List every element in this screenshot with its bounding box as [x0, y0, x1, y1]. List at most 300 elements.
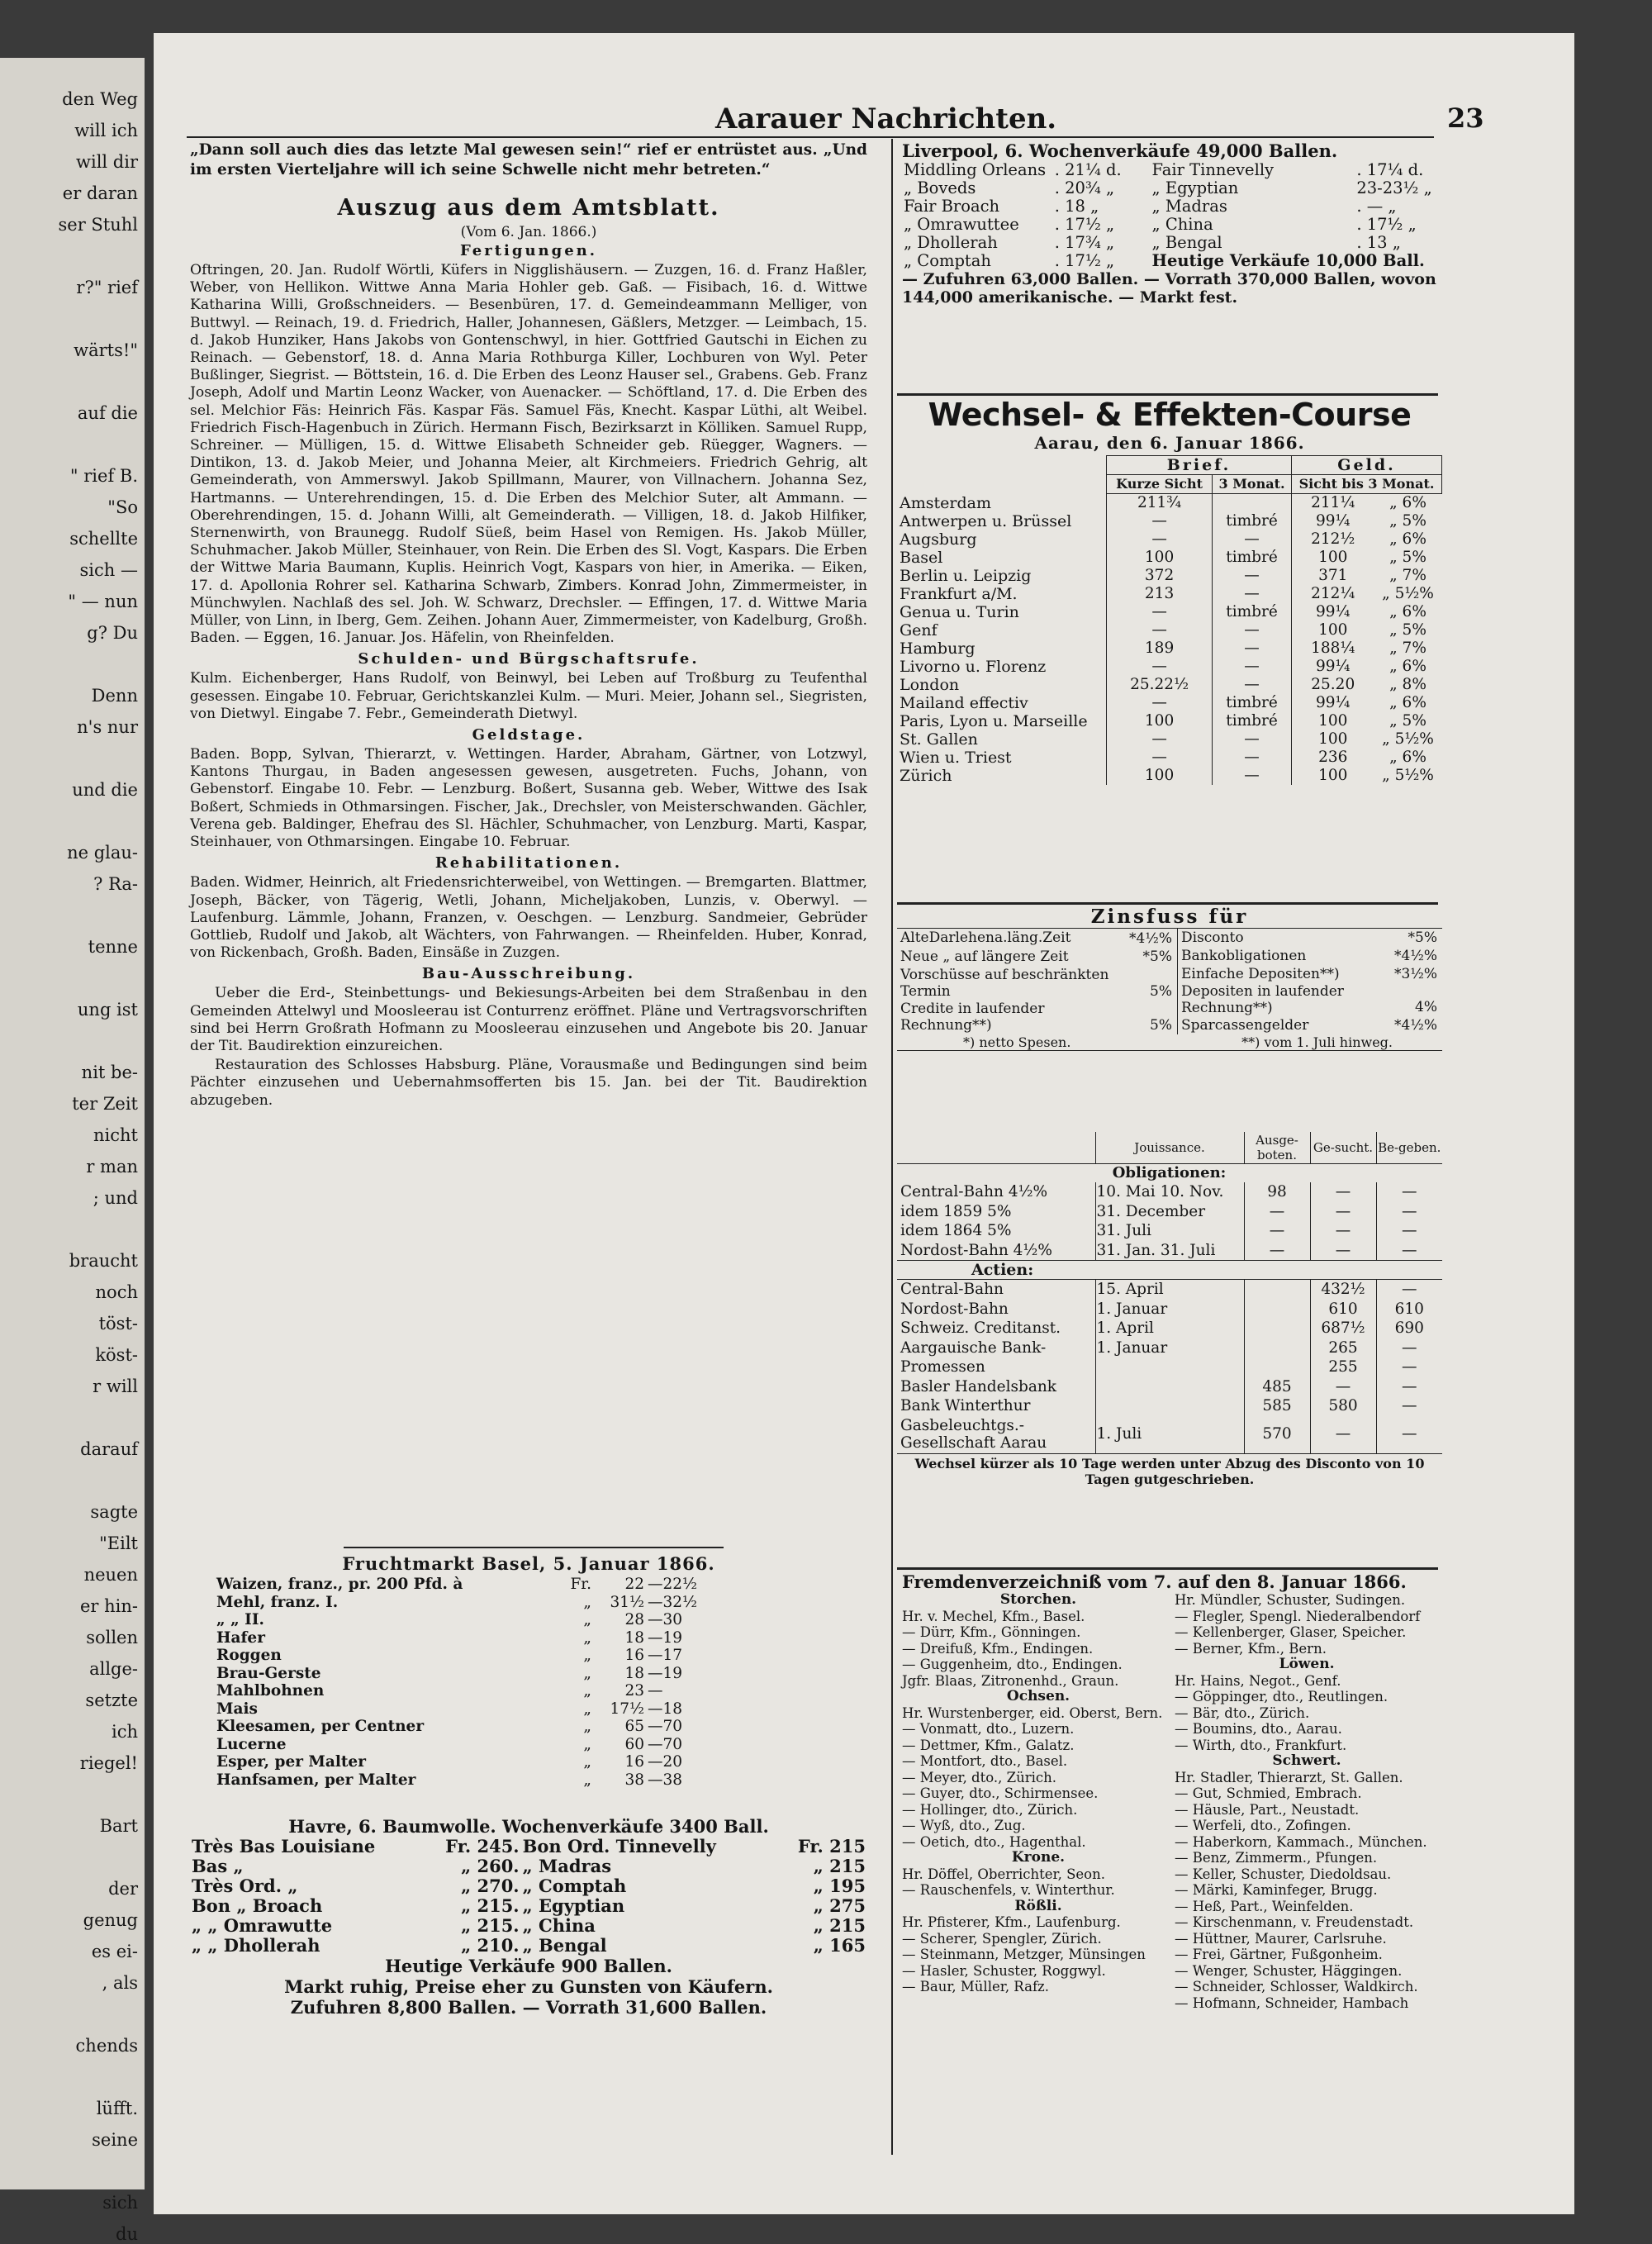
fragment-line: r will	[93, 1376, 138, 1396]
zinsfuss-title: Zinsfuss für	[1090, 906, 1249, 928]
wechsel-3monat: —	[1213, 658, 1292, 676]
fragment-line: töst-	[98, 1314, 138, 1334]
wechsel-3monat: timbré	[1213, 549, 1292, 567]
actie-row	[897, 1338, 1442, 1358]
havre-cell: „ 215.	[461, 1915, 520, 1936]
fruchtmarkt-lo: 17½	[610, 1700, 644, 1718]
geldstage-text: Baden. Bopp, Sylvan, Thierarzt, v. Wettingen. Harder, Abraham, Gärtner, von Lotzwyl, Kantons Thurgau, in Baden angesessen gewesen, ausgetreten. Fuchs, Johann, von Gebenstorf. Eingabe 10. Febr. — Lenzburg. Boßert, Susanna geb. Weber, Wittwe des Isak Boßert, Schmieds in Othmarsingen. Fischer, Jak., Drechsler, von Meisterschwanden. Gächler, Verena geb. Baldinger, Ehefrau des Sl. Hächler, Schuhmacher, von Lenzburg. Marti, Kaspar, Steinhauer, von Othmarsingen. Eingabe 10. Februar.	[190, 746, 867, 851]
liverpool-cell: „ China	[1151, 215, 1213, 234]
fragment-line: nit be-	[81, 1063, 138, 1082]
guest-entry: — Montfort, dto., Basel.	[902, 1753, 1068, 1769]
fragment-line: köst-	[95, 1345, 138, 1365]
havre-cell: „ 215	[813, 1856, 866, 1876]
wechsel-kurze: —	[1107, 730, 1213, 749]
fragment-line: der	[108, 1879, 138, 1899]
fruchtmarkt-row	[215, 1647, 715, 1665]
wechsel-place: Mailand effectiv	[900, 694, 1028, 712]
fruchtmarkt-cur: „	[583, 1611, 591, 1628]
fruchtmarkt-item: Roggen	[216, 1647, 282, 1664]
wechsel-place: Basel	[900, 549, 943, 567]
fruchtmarkt-hi: —19	[648, 1664, 683, 1682]
guest-entry: Hr. Mündler, Schuster, Sudingen.	[1175, 1592, 1406, 1608]
wechsel-rate: „ 7%	[1389, 639, 1427, 657]
wechsel-row	[897, 621, 1442, 639]
havre-line-1: Heutige Verkäufe 900 Ballen.	[385, 1956, 672, 1976]
wechsel-kurze: 25.22½	[1107, 676, 1213, 694]
havre-cell: „ „ Omrawutte	[192, 1915, 333, 1936]
actie-row-cell: —	[1402, 1338, 1417, 1357]
guest-entry: — Wirth, dto., Frankfurt.	[1175, 1737, 1347, 1753]
actie-row-cell	[1095, 1396, 1244, 1416]
havre-cell: Très Bas Louisiane	[192, 1836, 376, 1857]
fragment-line: " rief B.	[69, 466, 138, 486]
fragment-line: genug	[83, 1910, 138, 1930]
zins-row	[897, 929, 1178, 948]
obligation-row-cell: 31. Juli	[1095, 1221, 1244, 1241]
fragment-line: er daran	[62, 183, 138, 203]
fruchtmarkt-cur: „	[583, 1682, 591, 1700]
wechsel-row	[897, 494, 1442, 513]
fruchtmarkt-hi: —70	[648, 1718, 683, 1735]
actie-row-cell: 1. April	[1095, 1319, 1244, 1338]
havre-cell: „ Madras	[522, 1856, 612, 1876]
liverpool-row	[902, 179, 1464, 197]
fruchtmarkt-lo: 31½	[610, 1593, 644, 1611]
actie-row-cell: —	[1402, 1397, 1417, 1414]
guest-entry: — Göppinger, dto., Reutlingen.	[1175, 1689, 1389, 1704]
zins-row	[1178, 929, 1442, 947]
havre-title: Havre, 6. Baumwolle. Wochenverkäufe 3400 Ball.	[288, 1816, 769, 1837]
actie-row-cell	[1095, 1357, 1244, 1377]
obligation-row-cell: —	[1244, 1221, 1310, 1241]
actie-row-cell: Bank Winterthur	[897, 1396, 1095, 1416]
wechsel-row	[897, 512, 1442, 530]
fragment-line: tenne	[88, 937, 138, 957]
fruchtmarkt-item: Mais	[216, 1700, 258, 1718]
wechsel-kurze: 372	[1107, 567, 1213, 585]
guest-entry: — Keller, Schuster, Diedoldsau.	[1175, 1866, 1392, 1882]
wechsel-3monat: —	[1213, 585, 1292, 603]
gesucht-header: Ge-sucht.	[1310, 1132, 1376, 1164]
wechsel-geld: 25.20	[1292, 676, 1374, 694]
wechsel-rate: „ 5½%	[1382, 730, 1434, 748]
actie-row-cell	[1244, 1300, 1310, 1319]
bau-title: Bau-Ausschreibung.	[421, 965, 636, 983]
havre-line-2: Markt ruhig, Preise eher zu Gunsten von Käufern.	[284, 1976, 773, 1997]
fragment-line: r man	[86, 1157, 138, 1177]
fragment-line: ; und	[93, 1188, 138, 1208]
obligation-row	[897, 1221, 1442, 1241]
zins-rate: *4½%	[1394, 948, 1437, 964]
begeben-header: Be-geben.	[1378, 1140, 1441, 1155]
wechsel-kurze: —	[1107, 512, 1213, 530]
actie-row-cell: —	[1310, 1377, 1376, 1397]
wechsel-place: Hamburg	[900, 639, 976, 658]
fruchtmarkt-row	[215, 1753, 715, 1771]
wechsel-3monat: —	[1213, 567, 1292, 585]
fruchtmarkt-row	[215, 1718, 715, 1736]
actien-title: Actien:	[897, 1261, 1442, 1280]
wechsel-geld: 99¼	[1292, 603, 1374, 621]
obligation-row	[897, 1241, 1442, 1261]
wechsel-3monat: —	[1213, 639, 1292, 658]
wechsel-3monat: —	[1213, 749, 1292, 767]
zinsfuss-section	[897, 906, 1442, 1051]
obligation-row-cell: idem 1864 5%	[897, 1221, 1095, 1241]
wechsel-row	[897, 694, 1442, 712]
liverpool-cell: „ Madras	[1151, 197, 1227, 216]
havre-cell: „ 260.	[461, 1856, 520, 1876]
actie-row-cell: 610	[1310, 1300, 1376, 1319]
havre-row	[190, 1837, 867, 1857]
zins-row	[897, 948, 1178, 967]
fragment-line: ne glau-	[67, 843, 138, 863]
fragment-line: neuen	[83, 1565, 138, 1585]
obligation-row-cell: Central-Bahn 4½%	[897, 1182, 1095, 1202]
zins-right-table	[1178, 929, 1442, 1034]
zins-rate: 5%	[1150, 982, 1172, 1000]
liverpool-row	[902, 216, 1464, 234]
fruchtmarkt-hi: —22½	[648, 1576, 697, 1593]
guest-entry: Hr. Wurstenberger, eid. Oberst, Bern.	[902, 1704, 1163, 1721]
wechsel-place: Genf	[900, 621, 938, 639]
havre-row	[190, 1936, 867, 1956]
fruchtmarkt-item: Mahlbohnen	[216, 1682, 325, 1700]
guest-entry: — Gut, Schmied, Embrach.	[1175, 1785, 1362, 1801]
fruchtmarkt-hi: —32½	[648, 1593, 697, 1611]
wechsel-geld: 188¼	[1292, 639, 1374, 658]
havre-cell: „ 270.	[461, 1876, 520, 1896]
wechsel-geld: 100	[1292, 712, 1374, 730]
wechsel-geld: 236	[1292, 749, 1374, 767]
fragment-line: , als	[102, 1973, 138, 1993]
actie-row	[897, 1357, 1442, 1377]
zins-label: Neue „ auf längere Zeit	[900, 948, 1069, 966]
liverpool-cell: Fair Broach	[904, 197, 1000, 216]
havre-cell: Très Ord. „	[192, 1876, 298, 1896]
actie-row	[897, 1416, 1442, 1453]
wechsel-geld: 99¼	[1292, 658, 1374, 676]
obligation-row-cell: Nordost-Bahn 4½%	[897, 1241, 1095, 1261]
fruchtmarkt-table	[215, 1576, 715, 1789]
wechsel-3monat: timbré	[1213, 603, 1292, 621]
fremden-title: Fremdenverzeichniß vom 7. auf den 8. Januar 1866.	[902, 1571, 1407, 1592]
fruchtmarkt-title: Fruchtmarkt Basel, 5. Januar 1866.	[342, 1553, 715, 1574]
liverpool-cell: Heutige Verkäufe 10,000 Ball.	[1151, 251, 1425, 270]
fragment-line: du	[116, 2224, 138, 2244]
wechsel-rate: „ 6%	[1389, 530, 1427, 548]
liverpool-cell: „ Dhollerah	[904, 233, 998, 252]
drei-monat-header: 3 Monat.	[1213, 475, 1292, 494]
fruchtmarkt-row	[215, 1594, 715, 1612]
wechsel-table	[897, 455, 1442, 785]
fragment-line: seine	[92, 2130, 138, 2150]
wechsel-place: St. Gallen	[900, 730, 978, 749]
actie-row-cell: 610	[1394, 1300, 1424, 1318]
left-column	[190, 140, 867, 1110]
wechsel-3monat	[1213, 494, 1292, 513]
fruchtmarkt-hi: —30	[648, 1611, 683, 1628]
liverpool-cell: „ Comptah	[904, 251, 991, 270]
geldstage-title: Geldstage.	[472, 726, 586, 744]
fruchtmarkt-lo: 18	[624, 1664, 644, 1682]
guest-entry: — Frei, Gärtner, Fußgonheim.	[1175, 1947, 1383, 1962]
zins-label: Einfache Depositen**)	[1181, 966, 1340, 982]
fruchtmarkt-hi: —20	[648, 1753, 683, 1771]
fruchtmarkt-row	[215, 1665, 715, 1683]
guest-entry: — Guyer, dto., Schirmensee.	[902, 1785, 1099, 1801]
actie-row-cell: Nordost-Bahn	[897, 1300, 1095, 1319]
fragment-line: r?" rief	[76, 278, 138, 297]
havre-cell: Fr. 245.	[445, 1836, 520, 1857]
wechsel-kurze: 211¾	[1107, 494, 1213, 513]
fragment-line: n's nur	[77, 717, 138, 737]
wechsel-place: Genua u. Turin	[900, 603, 1019, 621]
wechsel-row	[897, 639, 1442, 658]
wechsel-geld: 100	[1292, 730, 1374, 749]
wechsel-place: Amsterdam	[900, 493, 991, 512]
wechsel-3monat: timbré	[1213, 712, 1292, 730]
actie-row-cell	[1244, 1280, 1310, 1300]
havre-cell: „ 195	[813, 1876, 866, 1896]
auszug-title: Auszug aus dem Amtsblatt.	[337, 195, 720, 221]
wechsel-geld: 99¼	[1292, 512, 1374, 530]
fruchtmarkt-row	[215, 1629, 715, 1647]
wechsel-3monat: timbré	[1213, 694, 1292, 712]
wechsel-row	[897, 530, 1442, 549]
guest-entry: — Flegler, Spengl. Niederalbendorf	[1175, 1608, 1421, 1624]
actie-row-cell: —	[1402, 1377, 1417, 1395]
liverpool-cell: . 18 „	[1054, 197, 1099, 216]
fruchtmarkt-cur: „	[583, 1700, 591, 1718]
wechsel-place: Livorno u. Florenz	[900, 658, 1047, 676]
newspaper-page	[154, 33, 1574, 2214]
fragment-line: nicht	[93, 1125, 138, 1145]
liverpool-cell: Fair Tinnevelly	[1151, 160, 1275, 179]
obligation-row	[897, 1202, 1442, 1222]
actie-row	[897, 1377, 1442, 1397]
zins-row	[897, 1001, 1178, 1034]
wechsel-rate: „ 5%	[1389, 712, 1427, 730]
guest-entry: — Benz, Zimmerm., Pfungen.	[1175, 1850, 1378, 1866]
wechsel-place: Frankfurt a/M.	[900, 585, 1018, 603]
wechsel-row	[897, 603, 1442, 621]
jouissance-header: Jouissance.	[1095, 1132, 1244, 1164]
obligation-row	[897, 1182, 1442, 1202]
fragment-line: ser Stuhl	[58, 215, 138, 235]
hotel-name: Rößli.	[1014, 1897, 1062, 1914]
fruchtmarkt-row	[215, 1736, 715, 1754]
rehab-title: Rehabilitationen.	[434, 854, 623, 872]
guest-entry: Hr. Stadler, Thierarzt, St. Gallen.	[1175, 1769, 1403, 1785]
zins-row	[1178, 983, 1442, 1016]
wechsel-geld: 100	[1292, 549, 1374, 567]
actie-row-cell: 580	[1310, 1396, 1376, 1416]
guest-entry: — Haberkorn, Kammach., München.	[1175, 1833, 1427, 1850]
havre-cell: „ 215	[813, 1915, 866, 1936]
fragment-line: Bart	[99, 1816, 138, 1836]
course-note: Wechsel kürzer als 10 Tage werden unter Abzug des Disconto von 10 Tagen gutgeschrieben.	[897, 1453, 1442, 1489]
fruchtmarkt-lo: 16	[624, 1753, 644, 1771]
wechsel-kurze: —	[1107, 694, 1213, 712]
header-rule	[187, 136, 1434, 138]
fruchtmarkt-hi: —17	[648, 1647, 683, 1664]
fruchtmarkt-cur: „	[583, 1593, 591, 1611]
actie-row-cell: 1. Juli	[1095, 1416, 1244, 1453]
wechsel-section	[897, 397, 1442, 785]
obligation-row-cell: —	[1244, 1202, 1310, 1222]
wechsel-place: Paris, Lyon u. Marseille	[900, 712, 1088, 730]
fruchtmarkt-cur: „	[583, 1735, 591, 1753]
fruchtmarkt-item: Lucerne	[216, 1735, 287, 1753]
guest-entry: Hr. Hains, Negot., Genf.	[1175, 1672, 1341, 1689]
fruchtmarkt-item: Kleesamen, per Centner	[216, 1718, 425, 1735]
liverpool-cell: Middling Orleans	[904, 160, 1047, 179]
zins-label: Credite in laufender Rechnung**)	[900, 1001, 1045, 1034]
fruchtmarkt-cur: „	[583, 1753, 591, 1771]
kurze-sicht-header: Kurze Sicht	[1107, 475, 1213, 494]
havre-row	[190, 1916, 867, 1936]
bau-text-1: Ueber die Erd-, Steinbettungs- und Bekiesungs-Arbeiten bei dem Straßenbau in den Gemeinden Attelwyl und Moosleerau ist Conturrenz eröffnet. Pläne und Vertragsvorschriften sind bei Herrn Großrath Hofmann zu Moosleerau einzusehen und Angebote bis 20. Januar der Tit. Baudirektion einzureichen.	[190, 985, 867, 1054]
story-ending: „Dann soll auch dies das letzte Mal gewesen sein!“ rief er entrüstet aus. „Und im ersten Vierteljahre will ich seine Schwelle nicht mehr betreten.“	[190, 141, 867, 178]
obligation-row-cell: —	[1310, 1202, 1376, 1222]
guest-entry: — Dreifuß, Kfm., Endingen.	[902, 1640, 1094, 1657]
guest-entry: — Hasler, Schuster, Roggwyl.	[902, 1962, 1106, 1979]
wechsel-geld: 100	[1292, 621, 1374, 639]
obligation-row-cell: idem 1859 5%	[897, 1202, 1095, 1222]
wechsel-geld: 211¼	[1292, 494, 1374, 513]
brief-header: Brief.	[1107, 456, 1292, 475]
wechsel-kurze: —	[1107, 530, 1213, 549]
liverpool-row	[902, 234, 1464, 252]
zins-label: Vorschüsse auf beschränkten Termin	[900, 967, 1109, 1001]
fruchtmarkt-row	[215, 1700, 715, 1719]
obligation-row-cell: 98	[1244, 1182, 1310, 1202]
fruchtmarkt-item: Hafer	[216, 1628, 265, 1647]
fruchtmarkt-cur: Fr.	[570, 1576, 591, 1593]
wechsel-place: Antwerpen u. Brüssel	[900, 512, 1072, 530]
wechsel-3monat: —	[1213, 767, 1292, 785]
actie-row-cell: 15. April	[1095, 1280, 1244, 1300]
fruchtmarkt-cur: „	[583, 1771, 591, 1789]
actie-row	[897, 1280, 1442, 1300]
wechsel-row	[897, 767, 1442, 785]
actie-row-cell: 690	[1394, 1319, 1424, 1337]
actie-row-cell: 485	[1244, 1377, 1310, 1397]
fruchtmarkt-item: Waizen, franz., pr. 200 Pfd. à	[216, 1576, 463, 1593]
actie-row-cell: Basler Handelsbank	[897, 1377, 1095, 1397]
wechsel-place: Berlin u. Leipzig	[900, 567, 1032, 585]
wechsel-rate: „ 6%	[1389, 749, 1427, 766]
guest-entry: — Rauschenfels, v. Winterthur.	[902, 1882, 1115, 1898]
auszug-date: (Vom 6. Jan. 1866.)	[460, 224, 597, 240]
obligation-row-cell: —	[1402, 1222, 1417, 1239]
fragment-line: es ei-	[91, 1942, 138, 1961]
obligation-row-cell: —	[1402, 1202, 1417, 1220]
wechsel-kurze: 189	[1107, 639, 1213, 658]
actie-row	[897, 1300, 1442, 1319]
bau-text-2: Restauration des Schlosses Habsburg. Pläne, Vorausmaße und Bedingungen sind beim Pächter einzusehen und Uebernahmsofferten bis 15. Jan. bei der Tit. Baudirektion abzugeben.	[190, 1057, 867, 1109]
actie-row-cell: —	[1402, 1425, 1417, 1443]
havre-section	[190, 1816, 867, 2018]
havre-line-3: Zufuhren 8,800 Ballen. — Vorrath 31,600 Ballen.	[290, 1997, 767, 2018]
wechsel-rate: „ 6%	[1389, 494, 1427, 511]
fragment-line: "So	[107, 497, 138, 517]
wechsel-place: Augsburg	[900, 530, 977, 549]
wechsel-geld: 100	[1292, 767, 1374, 785]
obligation-row-cell: —	[1310, 1182, 1376, 1202]
fruchtmarkt-item: Hanfsamen, per Malter	[216, 1771, 416, 1789]
liverpool-cell: . 17¼ d.	[1356, 160, 1424, 179]
havre-cell: „ Comptah	[522, 1876, 627, 1896]
havre-cell: „ Bengal	[522, 1935, 607, 1956]
actie-row-cell: 687½	[1310, 1319, 1376, 1338]
fremden-section	[902, 1571, 1439, 2011]
havre-cell: „ 165	[813, 1935, 866, 1956]
guest-entry: Hr. Döffel, Oberrichter, Seon.	[902, 1866, 1105, 1882]
obligationen-title: Obligationen:	[897, 1164, 1442, 1183]
wechsel-rate: „ 5½%	[1382, 767, 1434, 784]
liverpool-cell: . 17½ „	[1054, 251, 1115, 270]
fruchtmarkt-lo: 16	[624, 1647, 644, 1664]
havre-cell: „ 210.	[461, 1935, 520, 1956]
fragment-line: "Eilt	[99, 1533, 138, 1553]
fragment-line: ung ist	[77, 1000, 138, 1020]
liverpool-table	[902, 161, 1464, 270]
guest-entry: — Hofmann, Schneider, Hambach	[1175, 1994, 1409, 2011]
actie-row-cell	[1095, 1377, 1244, 1397]
guest-entry: — Wenger, Schuster, Häggingen.	[1175, 1962, 1403, 1979]
havre-cell: Bon „ Broach	[192, 1895, 323, 1916]
geld-header: Geld.	[1292, 456, 1442, 475]
zins-rate: *4½%	[1129, 929, 1172, 947]
wechsel-row	[897, 676, 1442, 694]
fragment-line: chends	[75, 2036, 138, 2056]
obligation-row-cell: —	[1310, 1221, 1376, 1241]
obligation-row-cell: —	[1402, 1183, 1417, 1200]
actie-row-cell: 265	[1310, 1338, 1376, 1358]
liverpool-cell: . 17½ „	[1356, 215, 1417, 234]
page-header-title: Aarauer Nachrichten.	[715, 102, 1057, 135]
fruchtmarkt-lo: 23	[624, 1682, 644, 1700]
fragment-line: und die	[72, 780, 138, 800]
havre-row	[190, 1857, 867, 1876]
liverpool-title: Liverpool, 6. Wochenverkäufe 49,000 Ballen.	[902, 140, 1338, 161]
actie-row-cell: Central-Bahn	[897, 1280, 1095, 1300]
fragment-line: er hin-	[79, 1596, 138, 1616]
wechsel-row	[897, 712, 1442, 730]
wechsel-top-rule	[897, 393, 1438, 396]
guest-entry: — Boumins, dto., Aarau.	[1175, 1721, 1342, 1737]
fruchtmarkt-row	[215, 1771, 715, 1790]
actie-row-cell: 570	[1244, 1416, 1310, 1453]
wechsel-place: Zürich	[900, 767, 952, 785]
actie-row-cell	[1244, 1338, 1310, 1358]
fruchtmarkt-hi: —	[648, 1682, 663, 1700]
zins-rate: *5%	[1408, 929, 1437, 946]
fragment-line: den Weg	[62, 89, 138, 109]
havre-row	[190, 1896, 867, 1916]
havre-row	[190, 1876, 867, 1896]
fruchtmarkt-lo: 60	[624, 1735, 644, 1753]
wechsel-geld: 99¼	[1292, 694, 1374, 712]
zins-note-right: **) vom 1. Juli hinweg.	[1241, 1034, 1393, 1050]
wechsel-rate: „ 8%	[1389, 676, 1427, 693]
zins-top-rule	[897, 902, 1438, 905]
guest-entry: — Vonmatt, dto., Luzern.	[902, 1721, 1075, 1737]
zins-label: Sparcassengelder	[1181, 1017, 1309, 1034]
liverpool-cell: „ Boveds	[904, 178, 976, 197]
